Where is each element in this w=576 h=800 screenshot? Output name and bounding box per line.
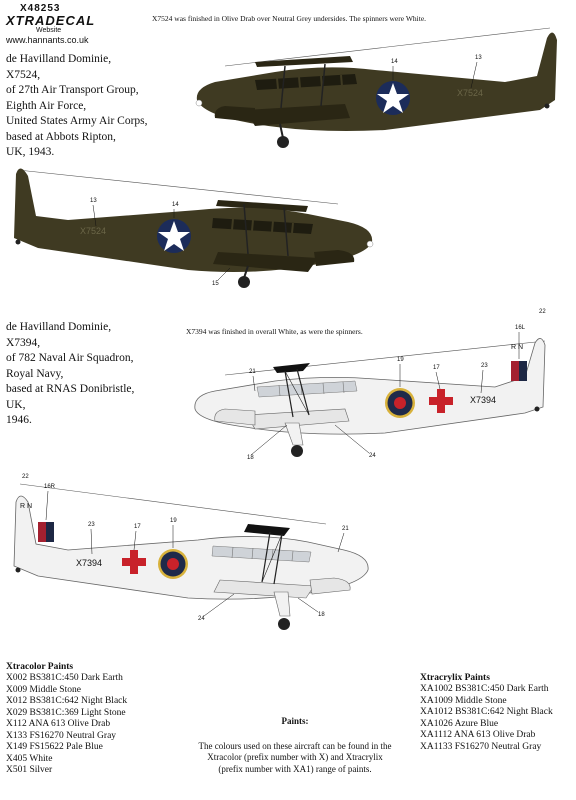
- callout-23: 23: [88, 522, 95, 528]
- desc-line: X7524,: [6, 68, 41, 81]
- desc-line: UK, 1943.: [6, 146, 55, 158]
- callout-19: 19: [397, 357, 404, 363]
- callout-13: 13: [90, 198, 97, 204]
- usaaf-star-insignia: [376, 81, 410, 115]
- callout-18: 18: [318, 612, 325, 618]
- xtradecal-logo: [6, 4, 106, 45]
- callout-19: 19: [170, 518, 177, 524]
- paint-item: X149 FS15622 Pale Blue: [6, 742, 103, 752]
- callout-15: 15: [212, 281, 219, 287]
- raf-roundel: [385, 388, 415, 418]
- xtracrylix-title: Xtracrylix Paints: [420, 673, 490, 683]
- callout-24: 24: [369, 453, 376, 459]
- aircraft2-port-profile: [8, 470, 378, 640]
- paint-item: X501 Silver: [6, 765, 53, 775]
- desc-line: based at Abbots Ripton,: [6, 130, 116, 143]
- fin-code: R N: [511, 344, 524, 351]
- desc-line: UK,: [6, 398, 26, 411]
- paints-line: (prefix number with XA1) range of paints.: [218, 763, 372, 774]
- paint-item: X112 ANA 613 Olive Drab: [6, 719, 111, 729]
- xtracrylix-paints: [420, 672, 553, 753]
- aircraft2-serial: X7394: [76, 558, 103, 568]
- aircraft1-serial: X7524: [80, 226, 107, 236]
- paint-item: X405 White: [6, 753, 53, 764]
- paint-item: XA1012 BS381C:642 Night Black: [420, 707, 553, 717]
- paint-item: XA1133 FS16270 Neutral Gray: [420, 741, 542, 752]
- paints-heading: Paints:: [281, 716, 309, 726]
- aircraft1-serial: X7524: [457, 88, 484, 98]
- paints-line: Xtracolor (prefix number with X) and Xtracrylix: [207, 752, 383, 762]
- fin-code: R N: [20, 503, 33, 510]
- desc-line: Eighth Air Force,: [6, 99, 87, 112]
- paint-item: XA1002 BS381C:450 Dark Earth: [420, 684, 549, 694]
- callout-18: 18: [247, 455, 254, 461]
- aircraft2-serial: X7394: [470, 395, 497, 405]
- aircraft1-note: X7524 was finished in Olive Drab over Neutral Grey undersides. The spinners were White.: [152, 14, 427, 23]
- paints-line: The colours used on these aircraft can be found in the: [198, 740, 392, 751]
- paint-item: X002 BS381C:450 Dark Earth: [6, 673, 123, 683]
- desc-line: of 27th Air Transport Group,: [6, 84, 139, 96]
- aircraft2-description: [6, 320, 134, 429]
- desc-line: X7394,: [6, 336, 41, 349]
- desc-line: of 782 Naval Air Squadron,: [6, 352, 134, 364]
- desc-line: Royal Navy,: [6, 367, 64, 380]
- callout-21: 21: [249, 369, 256, 375]
- callout-21: 21: [342, 526, 349, 532]
- xtracolor-paints: [6, 661, 127, 777]
- callout-17: 17: [433, 365, 440, 371]
- paint-item: X133 FS16270 Neutral Gray: [6, 730, 117, 741]
- paints-info: [170, 716, 420, 775]
- website-url[interactable]: www.hannants.co.uk: [6, 35, 89, 45]
- callout-24: 24: [198, 616, 205, 622]
- desc-line: 1946.: [6, 414, 32, 426]
- desc-line: United States Army Air Corps,: [6, 115, 148, 127]
- brand-name: XTRADECAL: [6, 13, 96, 28]
- aircraft1-description: [6, 52, 148, 161]
- usaaf-star-insignia: [157, 219, 191, 253]
- paint-item: XA1112 ANA 613 Olive Drab: [420, 730, 536, 740]
- xtracolor-title: Xtracolor Paints: [6, 662, 74, 672]
- aircraft1-port-profile: [8, 160, 383, 295]
- desc-line: based at RNAS Donibristle,: [6, 383, 135, 395]
- callout-16R: 16R: [44, 484, 56, 490]
- callout-17: 17: [134, 524, 141, 530]
- desc-line: de Havilland Dominie,: [6, 321, 112, 333]
- callout-16L: 16L: [515, 325, 526, 331]
- desc-line: de Havilland Dominie,: [6, 53, 112, 65]
- callout-23: 23: [481, 363, 488, 369]
- callout-22: 22: [22, 474, 29, 480]
- aircraft1-starboard-profile: [185, 18, 565, 153]
- product-code: X48253: [20, 3, 61, 14]
- paint-item: X029 BS381C:369 Light Stone: [6, 707, 126, 718]
- paint-item: XA1009 Middle Stone: [420, 695, 507, 706]
- paint-item: X009 Middle Stone: [6, 684, 81, 695]
- aircraft2-starboard-profile: [185, 305, 565, 470]
- raf-roundel: [158, 549, 188, 579]
- paint-item: XA1026 Azure Blue: [420, 718, 499, 729]
- callout-13: 13: [475, 55, 482, 61]
- callout-22: 22: [539, 309, 546, 315]
- callout-14: 14: [172, 202, 179, 208]
- paint-item: X012 BS381C:642 Night Black: [6, 696, 128, 706]
- website-label: Website: [36, 27, 62, 34]
- aircraft2-note: X7394 was finished in overall White, as were the spinners.: [186, 327, 363, 336]
- callout-14: 14: [391, 59, 398, 65]
